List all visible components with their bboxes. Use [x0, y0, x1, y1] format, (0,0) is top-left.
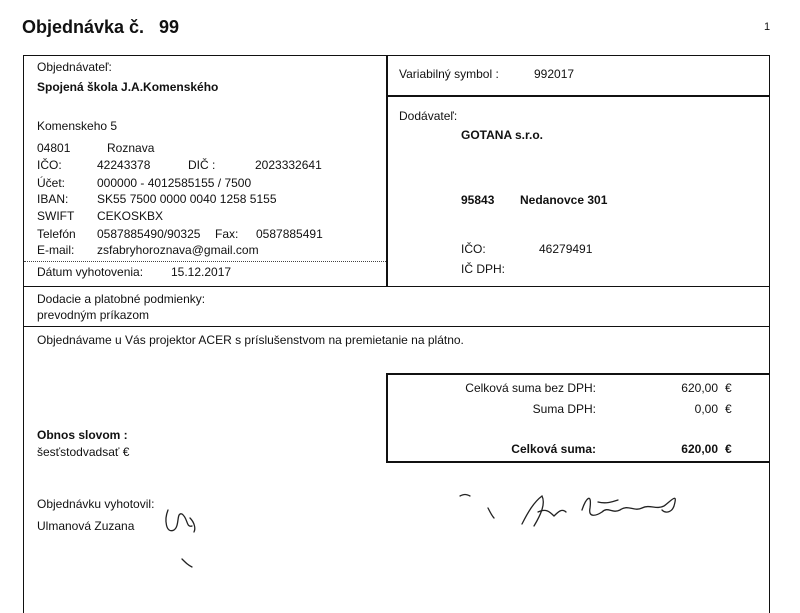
document-title: Objednávka č.	[22, 17, 145, 37]
buyer-account-label: Účet:	[37, 176, 66, 190]
buyer-fax-label: Fax:	[215, 227, 239, 241]
supplier-address: Nedanovce 301	[520, 193, 608, 207]
buyer-ico: 42243378	[97, 158, 151, 172]
vat-total-label: Suma DPH:	[532, 402, 596, 416]
variable-symbol-label: Variabilný symbol :	[399, 67, 499, 81]
totals-box-top	[386, 373, 769, 375]
frame-left	[23, 55, 24, 613]
totals-box-left	[386, 373, 388, 462]
variable-symbol-value: 992017	[534, 67, 575, 81]
net-total-currency: €	[725, 381, 732, 395]
supplier-ico: 46279491	[539, 242, 593, 256]
buyer-zip: 04801	[37, 141, 71, 155]
buyer-name: Spojená škola J.A.Komenského	[37, 80, 219, 94]
frame-right	[769, 55, 770, 613]
buyer-swift: CEKOSKBX	[97, 209, 164, 223]
buyer-phone-label: Telefón	[37, 227, 76, 241]
buyer-city: Roznava	[107, 141, 155, 155]
grand-total-currency: €	[725, 442, 732, 456]
date-divider	[24, 261, 386, 262]
frame-top	[23, 55, 770, 56]
totals-box-bottom	[386, 461, 769, 463]
terms-box-bottom	[24, 326, 770, 327]
supplier-ico-label: IČO:	[461, 242, 486, 256]
ink-mark	[178, 555, 198, 571]
prepared-by-name: Ulmanová Zuzana	[37, 519, 135, 533]
supplier-label: Dodávateľ:	[399, 109, 458, 123]
buyer-iban-label: IBAN:	[37, 192, 69, 206]
buyer-iban: SK55 7500 0000 0040 1258 5155	[97, 192, 277, 206]
supplier-icdph-label: IČ DPH:	[461, 262, 506, 276]
page-number: 1	[764, 21, 771, 33]
vat-total-currency: €	[725, 402, 732, 416]
net-total-value: 620,00	[681, 381, 718, 395]
vat-total-value: 0,00	[694, 402, 718, 416]
amount-words-label: Obnos slovom :	[37, 428, 128, 442]
buyer-dic-label: DIČ :	[188, 158, 216, 172]
buyer-phone: 0587885490/90325	[97, 227, 201, 241]
buyer-fax: 0587885491	[256, 227, 323, 241]
grand-total-value: 620,00	[681, 442, 718, 456]
supplier-box-bottom	[386, 286, 770, 287]
buyer-street: Komenskeho 5	[37, 119, 118, 133]
supplier-signature	[430, 482, 690, 542]
buyer-swift-label: SWIFT	[37, 209, 75, 223]
supplier-zip: 95843	[461, 193, 495, 207]
buyer-dic: 2023332641	[255, 158, 322, 172]
buyer-label: Objednávateľ:	[37, 60, 112, 74]
amount-words-value: šesťstodvadsať €	[37, 445, 130, 459]
terms-value: prevodným príkazom	[37, 308, 150, 322]
order-number: 99	[159, 17, 180, 37]
buyer-ico-label: IČO:	[37, 158, 62, 172]
buyer-email-label: E-mail:	[37, 243, 75, 257]
vs-box-left	[386, 55, 388, 286]
supplier-name: GOTANA s.r.o.	[461, 128, 544, 142]
terms-label: Dodacie a platobné podmienky:	[37, 292, 206, 306]
buyer-account: 000000 - 4012585155 / 7500	[97, 176, 252, 190]
initials-signature	[160, 500, 210, 540]
prepared-by-label: Objednávku vyhotovil:	[37, 497, 155, 511]
order-description: Objednávame u Vás projektor ACER s príslušenstvom na premietanie na plátno.	[37, 333, 464, 347]
buyer-email: zsfabryhoroznava@gmail.com	[97, 243, 259, 257]
net-total-label: Celková suma bez DPH:	[465, 381, 596, 395]
vs-box-bottom	[386, 95, 770, 97]
grand-total-label: Celková suma:	[511, 442, 596, 456]
buyer-box-bottom	[24, 286, 386, 287]
issue-date-label: Dátum vyhotovenia:	[37, 265, 144, 279]
issue-date-value: 15.12.2017	[171, 265, 232, 279]
